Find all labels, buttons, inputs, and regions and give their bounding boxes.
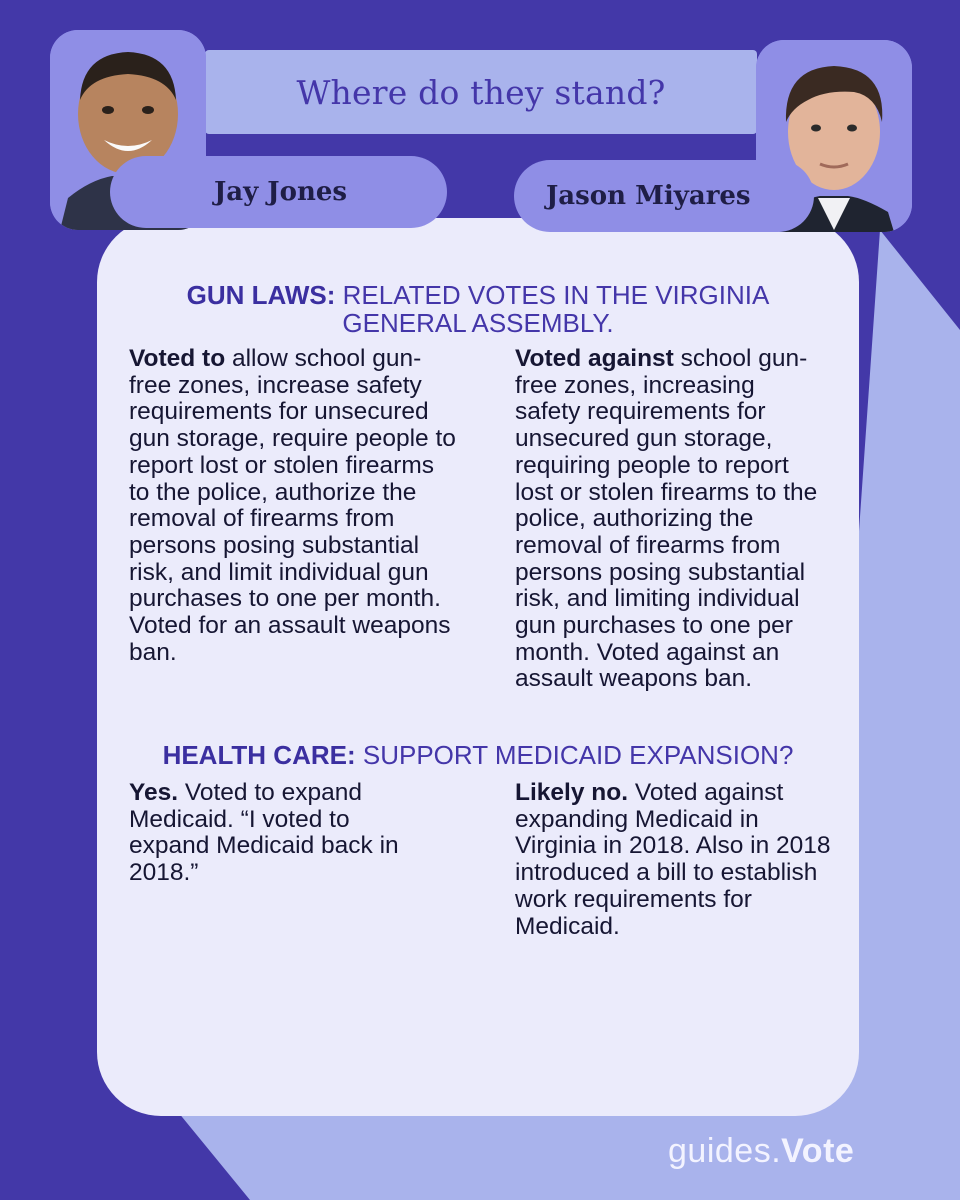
health-care-position-right (515, 780, 835, 940)
position-lead: Likely no. (515, 779, 629, 806)
section-label: GUN LAWS: (186, 280, 336, 310)
brand-suffix: Vote (781, 1132, 855, 1170)
gun-laws-position-right (515, 346, 825, 693)
position-text: allow school gun-free zones, increase safety requirements for unsecured gun storage, require people to report lost or stolen firearms to the police, authorize the removal of firearms from persons posing substantial risk, and limit individual gun purchases to one per month. Voted for an assault weapons ban. (129, 345, 456, 666)
section-question: SUPPORT MEDICAID EXPANSION? (362, 740, 794, 770)
position-lead: Yes. (129, 779, 179, 806)
section-heading-gun-laws (97, 281, 859, 337)
brand-logo (668, 1132, 854, 1171)
page-title: Where do they stand? (296, 72, 666, 112)
gun-laws-position-left (129, 346, 459, 666)
candidate-name-left: Jay Jones (214, 177, 348, 207)
title-banner (205, 50, 757, 134)
section-label: HEALTH CARE: (162, 740, 356, 770)
section-heading-health-care (97, 741, 859, 769)
health-care-position-left (129, 780, 429, 887)
brand-prefix: guides. (668, 1132, 782, 1170)
position-lead: Voted to (129, 345, 226, 372)
section-question: RELATED VOTES IN THE VIRGINIA GENERAL ASSEMBLY. (342, 280, 770, 338)
position-text: Voted against expanding Medicaid in Virginia in 2018. Also in 2018 introduced a bill to establish work requirements for Medicaid. (515, 779, 831, 940)
candidate-name-pill-left (110, 156, 447, 228)
position-text: Voted to expand Medicaid. “I voted to expand Medicaid back in 2018.” (129, 779, 399, 887)
candidate-name-pill-right (514, 160, 814, 232)
position-text: school gun-free zones, increasing safety requirements for unsecured gun storage, requiring people to report lost or stolen firearms to the police, authorizing the removal of firearms from persons posing substantial risk, and limiting individual gun purchases to one per month. Voted against an assault weapons ban. (515, 345, 818, 693)
position-lead: Voted against (515, 345, 674, 372)
candidate-name-right: Jason Miyares (546, 181, 751, 211)
